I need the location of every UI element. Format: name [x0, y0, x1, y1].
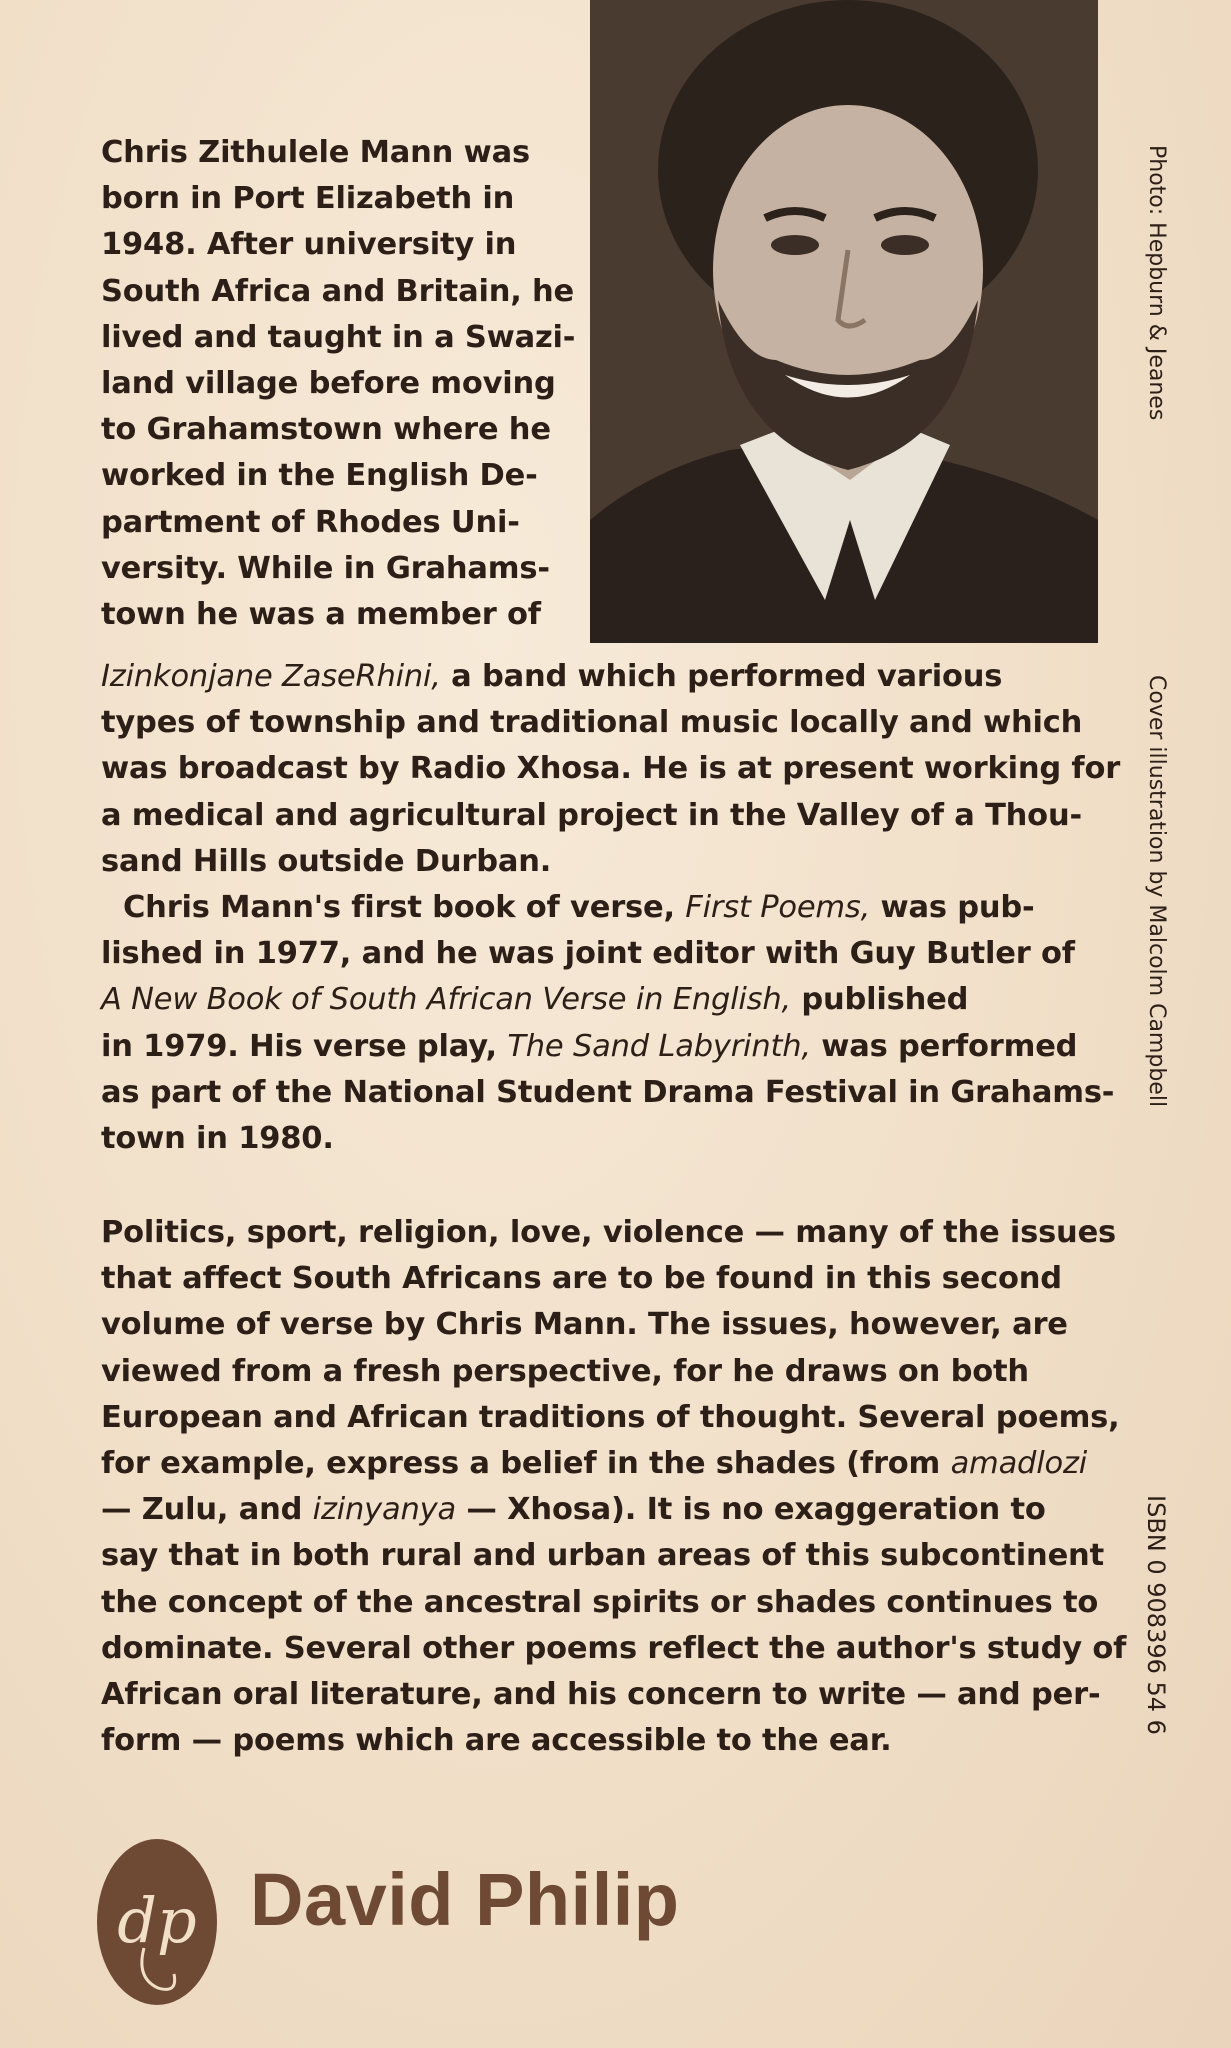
blurb-line: dominate. Several other poems reflect the author's study of	[101, 1630, 1127, 1666]
book-title: First Poems,	[685, 890, 871, 926]
bio-line: Chris Zithulele Mann was	[101, 135, 530, 170]
dp-monogram-icon	[96, 1838, 218, 2006]
bio-line: land village before moving	[101, 366, 556, 402]
author-portrait-image	[590, 0, 1098, 643]
publisher-logo	[96, 1838, 218, 2006]
bio-line: a medical and agricultural project in the Valley of a Thou-	[101, 797, 1082, 833]
bio-line: was broadcast by Radio Xhosa. He is at present working for	[101, 751, 1121, 787]
bio-line: sand Hills outside Durban.	[101, 843, 552, 879]
author-bio-continued	[101, 654, 1121, 1162]
publisher-name: David Philip	[250, 1858, 680, 1941]
bio-line: partment of Rhodes Uni-	[101, 504, 520, 540]
bio-line: town he was a member of	[101, 597, 541, 633]
bio-line: A New Book of South African Verse in English, published	[101, 982, 969, 1018]
bio-line: lished in 1977, and he was joint editor with Guy Butler of	[101, 936, 1075, 972]
bio-line: to Grahamstown where he	[101, 412, 551, 448]
bio-line: born in Port Elizabeth in	[101, 181, 515, 217]
bio-line: Izinkonjane ZaseRhini, a band which performed various	[101, 659, 1003, 694]
blurb-line: European and African traditions of thought. Several poems,	[101, 1399, 1120, 1435]
zulu-term: amadlozi	[950, 1446, 1088, 1482]
isbn: ISBN 0 908396 54 6	[1142, 1495, 1170, 1735]
blurb-line: African oral literature, and his concern to write — and per-	[101, 1677, 1101, 1713]
bio-line: worked in the English De-	[101, 458, 538, 494]
bio-line: in 1979. His verse play, The Sand Labyrinth, was performed	[101, 1028, 1078, 1064]
bio-line: lived and taught in a Swazi-	[101, 319, 576, 355]
bio-line: 1948. After university in	[101, 227, 517, 263]
photo-credit: Photo: Hepburn & Jeanes	[1144, 145, 1169, 421]
blurb-line: Politics, sport, religion, love, violence — many of the issues	[101, 1215, 1117, 1250]
author-bio-intro	[101, 130, 581, 638]
book-title: A New Book of South African Verse in English,	[101, 982, 791, 1018]
author-photo	[590, 0, 1098, 643]
blurb-line: form — poems which are accessible to the ear.	[101, 1723, 892, 1759]
xhosa-term: izinyanya	[312, 1492, 456, 1528]
play-title: The Sand Labyrinth,	[507, 1028, 811, 1064]
blurb-line: that affect South Africans are to be found in this second	[101, 1261, 1062, 1297]
bio-line: as part of the National Student Drama Festival in Grahams-	[101, 1074, 1115, 1110]
blurb-line: for example, express a belief in the shades (from amadlozi	[101, 1446, 1088, 1482]
blurb-line: the concept of the ancestral spirits or shades continues to	[101, 1584, 1099, 1620]
blurb-line: volume of verse by Chris Mann. The issues, however, are	[101, 1307, 1068, 1343]
book-blurb	[101, 1210, 1127, 1764]
cover-illustration-credit: Cover illustration by Malcolm Campbell	[1144, 675, 1169, 1108]
blurb-line: say that in both rural and urban areas of this subcontinent	[101, 1538, 1104, 1574]
svg-text:dp: dp	[117, 1884, 197, 1957]
bio-line: Chris Mann's first book of verse, First Poems, was pub-	[123, 890, 1035, 926]
bio-line: types of township and traditional music locally and which	[101, 705, 1083, 741]
blurb-line: — Zulu, and izinyanya — Xhosa). It is no exaggeration to	[101, 1492, 1046, 1528]
band-name: Izinkonjane ZaseRhini,	[101, 659, 441, 694]
bio-line: South Africa and Britain, he	[101, 273, 575, 309]
bio-line: town in 1980.	[101, 1121, 334, 1157]
bio-line: versity. While in Grahams-	[101, 550, 550, 586]
blurb-line: viewed from a fresh perspective, for he draws on both	[101, 1353, 1029, 1389]
